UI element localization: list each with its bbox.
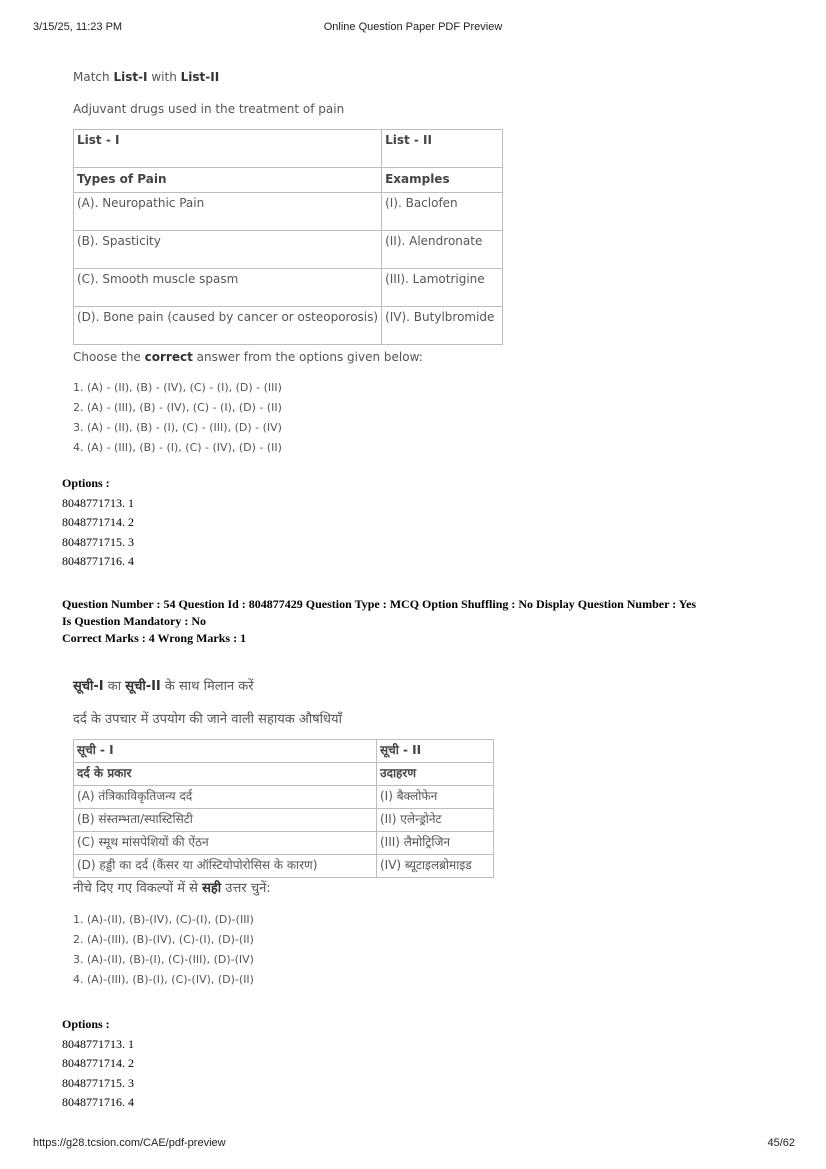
table-cell: (B) संस्तम्भता/स्पास्टिसिटी: [74, 809, 377, 832]
table-cell: (I). Baclofen: [382, 193, 503, 231]
table-cell: (IV) ब्यूटाइलब्रोमाइड: [377, 855, 494, 878]
instruction-list1: List-I: [113, 70, 148, 84]
instruction-text: के साथ मिलान करें: [160, 679, 254, 694]
match-table: [73, 129, 503, 345]
table-cell: (A) तंत्रिकाविकृतिजन्य दर्द: [74, 786, 377, 809]
table-row: [74, 269, 503, 307]
table-cell: (B). Spasticity: [74, 231, 382, 269]
instruction-text: Choose the: [73, 350, 145, 364]
answer-choice: 2. (A)-(III), (B)-(IV), (C)-(I), (D)-(II): [73, 933, 254, 946]
table-cell: (D). Bone pain (caused by cancer or osteoporosis): [74, 307, 382, 345]
print-datetime: 3/15/25, 11:23 PM: [33, 21, 123, 33]
question-meta-line: Question Number : 54 Question Id : 804877429 Question Type : MCQ Option Shuffling : No Display Question Number : Yes: [62, 597, 697, 611]
table-header-col2: सूची - II: [377, 740, 494, 763]
choose-instruction: [73, 350, 503, 364]
page-header-title: Online Question Paper PDF Preview: [323, 21, 503, 33]
table-row: [74, 855, 494, 878]
table-cell: (D) हड्डी का दर्द (कैंसर या ऑस्टियोपोरोसिस के कारण): [74, 855, 377, 878]
table-cell: (IV). Butylbromide: [382, 307, 503, 345]
instruction-list1: सूची-I: [73, 679, 104, 694]
table-row: [74, 307, 503, 345]
question-subtitle: दर्द के उपचार में उपयोग की जाने वाली सहायक औषधियाँ: [73, 712, 342, 727]
question-meta-marks: Correct Marks : 4 Wrong Marks : 1: [62, 631, 247, 645]
option-item: 8048771715. 3: [62, 534, 134, 549]
table-cell: (II). Alendronate: [382, 231, 503, 269]
answer-choice: 3. (A) - (II), (B) - (I), (C) - (III), (D) - (IV): [73, 421, 282, 434]
choose-instruction: [73, 878, 494, 896]
table-cell: (I) बैक्लोफेन: [377, 786, 494, 809]
table-row: [74, 786, 494, 809]
instruction-emphasis: correct: [144, 350, 193, 364]
table-subheader-col2: Examples: [382, 168, 503, 193]
instruction-list2: List-II: [180, 70, 220, 84]
table-row: [74, 193, 503, 231]
table-subheader-col2: उदाहरण: [377, 763, 494, 786]
question-image-hindi: [73, 676, 494, 990]
option-item: 8048771713. 1: [62, 1036, 134, 1051]
option-item: 8048771716. 4: [62, 1095, 134, 1109]
table-subheader-col1: Types of Pain: [74, 168, 382, 193]
answer-choice: 1. (A)-(II), (B)-(IV), (C)-(I), (D)-(III): [73, 913, 254, 926]
answer-choice: 2. (A) - (III), (B) - (IV), (C) - (I), (D) - (II): [73, 401, 282, 414]
option-item: 8048771716. 4: [62, 554, 134, 568]
instruction-text: का: [103, 679, 126, 694]
option-item: 8048771713. 1: [62, 495, 134, 510]
table-cell: (II) एलेन्ड्रोनेट: [377, 809, 494, 832]
option-item: 8048771714. 2: [62, 515, 134, 529]
table-header-col1: List - I: [74, 130, 382, 168]
options-block: [62, 474, 134, 572]
question-image-english: [73, 68, 503, 458]
instruction-emphasis: सही: [202, 881, 222, 896]
question-meta: [62, 596, 782, 647]
table-cell: (III). Lamotrigine: [382, 269, 503, 307]
option-item: 8048771715. 3: [62, 1075, 134, 1090]
table-cell: (III) लैमोट्रिजिन: [377, 832, 494, 855]
answer-choice: 4. (A)-(III), (B)-(I), (C)-(IV), (D)-(II): [73, 973, 254, 986]
table-row: [74, 231, 503, 269]
answer-choice: 1. (A) - (II), (B) - (IV), (C) - (I), (D) - (III): [73, 381, 282, 394]
question-meta-line: Is Question Mandatory : No: [62, 614, 207, 628]
page-url: https://g28.tcsion.com/CAE/pdf-preview: [33, 1137, 226, 1149]
answer-choice: 3. (A)-(II), (B)-(I), (C)-(III), (D)-(IV): [73, 953, 254, 966]
table-row: [74, 809, 494, 832]
table-cell: (C) स्मूथ मांसपेशियों की ऐंठन: [74, 832, 377, 855]
answer-list: [73, 910, 494, 990]
option-item: 8048771714. 2: [62, 1056, 134, 1070]
page-number: 45/62: [767, 1137, 795, 1149]
answer-choice: 4. (A) - (III), (B) - (I), (C) - (IV), (D) - (II): [73, 441, 282, 454]
table-subheader-col1: दर्द के प्रकार: [74, 763, 377, 786]
table-header-col2: List - II: [382, 130, 503, 168]
table-cell: (A). Neuropathic Pain: [74, 193, 382, 231]
options-title: Options :: [62, 476, 110, 490]
answer-list: [73, 378, 503, 458]
instruction-text: उत्तर चुनें:: [221, 881, 271, 896]
options-title: Options :: [62, 1017, 110, 1031]
instruction-text: Match: [73, 70, 114, 84]
instruction-list2: सूची-II: [125, 679, 161, 694]
match-instruction: [73, 70, 503, 84]
instruction-text: नीचे दिए गए विकल्पों में से: [73, 881, 203, 896]
options-block: [62, 1015, 134, 1113]
match-instruction: [73, 676, 494, 694]
instruction-text: with: [147, 70, 181, 84]
instruction-text: answer from the options given below:: [192, 350, 423, 364]
question-subtitle: Adjuvant drugs used in the treatment of pain: [73, 102, 345, 116]
match-table: [73, 739, 494, 878]
table-row: [74, 832, 494, 855]
table-header-col1: सूची - I: [74, 740, 377, 763]
table-cell: (C). Smooth muscle spasm: [74, 269, 382, 307]
